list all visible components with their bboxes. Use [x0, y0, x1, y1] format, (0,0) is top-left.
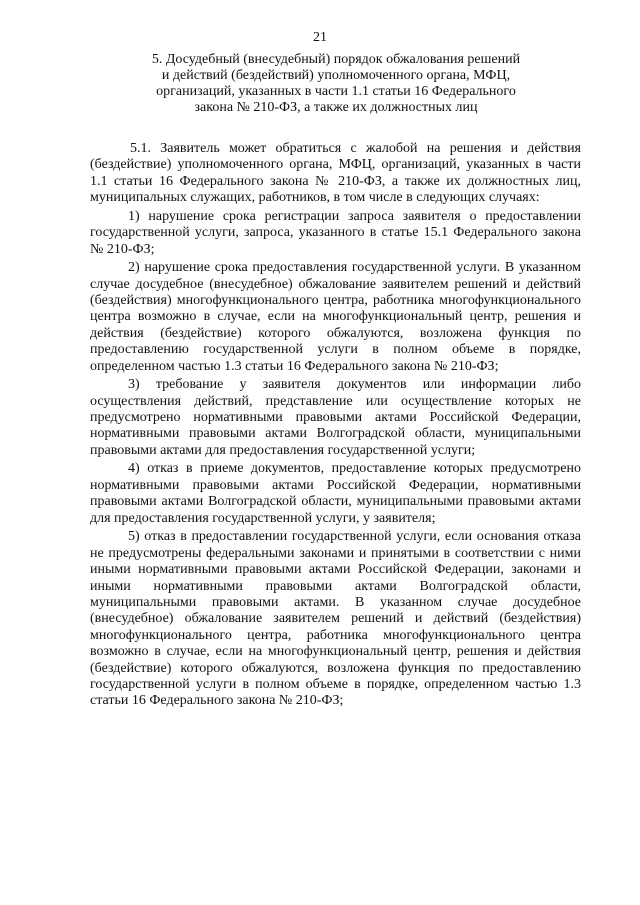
list-item-1: 1) нарушение срока регистрации запроса заявителя о предоставлении государственной услуги, запроса, указанного в статье 15.1 Федерального закона № 210-ФЗ;: [90, 208, 581, 257]
heading-line: закона № 210-ФЗ, а также их должностных лиц: [194, 100, 478, 115]
heading-line: и действий (бездействий) уполномоченного органа, МФЦ,: [161, 68, 511, 83]
heading-line: организаций, указанных в части 1.1 статьи 16 Федерального: [156, 84, 516, 99]
heading-line: 5. Досудебный (внесудебный) порядок обжалования решений: [151, 52, 521, 67]
list-item-3: 3) требование у заявителя документов или информации либо осуществления действий, представление или осуществление которых не предусмотрено нормативными правовыми актами Российской Федерации, нормативными правовыми актами Волгоградской области, муниципальными правовыми актами для предоставления государственной услуги;: [90, 377, 581, 458]
body-text: [90, 141, 581, 712]
paragraph-5-1: 5.1. Заявитель может обратиться с жалобой на решения и действия (бездействие) уполномоченного органа, МФЦ, организаций, указанных в части 1.1 статьи 16 Федерального закона № 210-ФЗ, а также их должностных лиц, муниципальных служащих, работников, в том числе в следующих случаях:: [90, 141, 581, 206]
list-item-4: 4) отказ в приеме документов, предоставление которых предусмотрено нормативными правовыми актами Российской Федерации, нормативными правовыми актами Волгоградской области, муниципальными правовыми актами для предоставления государственной услуги, у заявителя;: [90, 461, 581, 526]
list-item-2: 2) нарушение срока предоставления государственной услуги. В указанном случае досудебное (внесудебное) обжалование заявителем решений и действий (бездействия) многофункционального центра, работника многофункционального центра возможно в случае, если на многофункциональный центр, решения и действия (бездействие) которого обжалуются, возложена функция по предоставлению государственной услуги в полном объеме в порядке, определенном частью 1.3 статьи 16 Федерального закона № 210-ФЗ;: [90, 260, 581, 374]
page-number: 21: [313, 30, 327, 45]
list-item-5: 5) отказ в предоставлении государственной услуги, если основания отказа не предусмотрены федеральными законами и принятыми в соответствии с ними иными нормативными правовыми актами Российской Федерации, законами и иными нормативными правовыми актами Волгоградской области, муниципальными правовыми актами. В указанном случае досудебное (внесудебное) обжалование заявителем решений и действий (бездействия) многофункционального центра, работника многофункционального центра возможно в случае, если на многофункциональный центр, решения и действия (бездействие) которого обжалуются, возложена функция по предоставлению государственной услуги в полном объеме в порядке, определенном частью 1.3 статьи 16 Федерального закона № 210-ФЗ;: [90, 529, 581, 709]
section-heading: [120, 52, 552, 116]
